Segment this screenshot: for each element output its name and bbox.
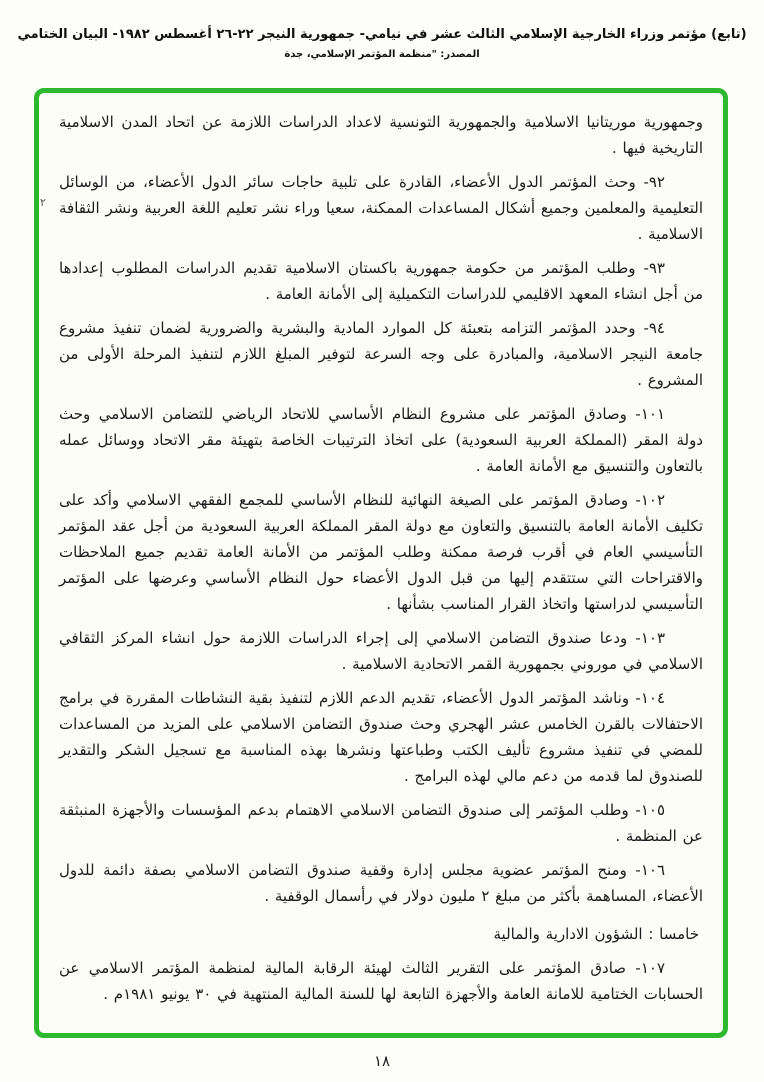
paragraph-107: ١٠٧- صادق المؤتمر على التقرير الثالث لهيئة الرقابة المالية لمنظمة المؤتمر الاسلامي عن الحسابات الختامية للامانة العامة والأجهزة التابعة لها للسنة المالية المنتهية في ٣٠ يونيو ١٩٨١م . — [59, 959, 703, 1003]
paragraph-93: ٩٣- وطلب المؤتمر من حكومة جمهورية باكستان الاسلامية تقديم الدراسات المطلوب إعدادها من أجل انشاء المعهد الاقليمي للدراسات التكميلية إلى الأمانة العامة . — [59, 259, 703, 303]
paragraph-94: ٩٤- وحدد المؤتمر التزامه بتعبئة كل الموارد المادية والبشرية والضرورية لضمان تنفيذ مشروع جامعة النيجر الاسلامية، والمبادرة على وجه السرعة لتوفير المبلغ اللازم لتنفيذ المرحلة الأولى من المشروع . — [59, 319, 703, 389]
document-frame — [34, 88, 728, 1038]
paragraph-106: ١٠٦- ومنح المؤتمر عضوية مجلس إدارة وقفية صندوق التضامن الاسلامي بصفة دائمة للدول الأعضاء، المساهمة بأكثر من مبلغ ٢ مليون دولار في رأسمال الوقفية . — [59, 861, 703, 905]
document-title: (تابع) مؤتمر وزراء الخارجية الإسلامي الثالث عشر في نيامي- جمهورية النيجر ٢٢-٢٦ أغسطس ١٩٨٢- البيان الختامي — [17, 27, 747, 42]
paragraph-103: ١٠٣- ودعا صندوق التضامن الاسلامي إلى إجراء الدراسات اللازمة حول انشاء المركز الثقافي الاسلامي في موروني بجمهورية القمر الاتحادية الاسلامية . — [59, 629, 703, 673]
source-line: المصدر: "منظمة المؤتمر الإسلامي، جدة — [284, 49, 480, 60]
margin-annotation: ٢ — [40, 196, 46, 209]
page-number: ١٨ — [373, 1052, 391, 1070]
paragraph-92: ٩٢- وحث المؤتمر الدول الأعضاء، القادرة على تلبية حاجات سائر الدول الأعضاء، من الوسائل التعليمية والمعلمين وجميع أشكال المساعدات الممكنة، سعيا وراء نشر تعليم اللغة العربية ونشر الثقافة الاسلامية . — [59, 173, 703, 243]
paragraph-continuation: وجمهورية موريتانيا الاسلامية والجمهورية التونسية لاعداد الدراسات اللازمة عن اتحاد المدن الاسلامية التاريخية فيها . — [59, 113, 703, 157]
section-heading: خامسا : الشؤون الادارية والمالية — [493, 925, 699, 943]
paragraph-101: ١٠١- وصادق المؤتمر على مشروع النظام الأساسي للاتحاد الرياضي للتضامن الاسلامي وحث دولة المقر (المملكة العربية السعودية) على اتخاذ الترتيبات الخاصة بتهيئة مقر الاتحاد ووسائل عمله بالتعاون والتنسيق مع الأمانة العامة . — [59, 405, 703, 475]
paragraph-104: ١٠٤- وناشد المؤتمر الدول الأعضاء، تقديم الدعم اللازم لتنفيذ بقية النشاطات المقررة في برامج الاحتفالات بالقرن الخامس عشر الهجري وحث صندوق التضامن الاسلامي على المزيد من المساعدات للمضي في تنفيذ مشروع تأليف الكتب وطباعتها ونشرها بهذه المناسبة مع تسجيل الشكر والتقدير للصندوق لما قدمه من دعم مالي لهذه البرامج . — [59, 689, 703, 785]
paragraph-102: ١٠٢- وصادق المؤتمر على الصيغة النهائية للنظام الأساسي للمجمع الفقهي الاسلامي وأكد على تكليف الأمانة العامة بالتنسيق والتعاون مع دولة المقر المملكة العربية السعودية من أجل عقد المؤتمر التأسيسي العام في أقرب فرصة ممكنة وطلب المؤتمر من الأمانة العامة تقديم جميع الملاحظات والاقتراحات التي ستتقدم إليها من قبل الدول الأعضاء حول النظام الأساسي وعرضها على المؤتمر التأسيسي لدراستها واتخاذ القرار المناسب بشأنها . — [59, 491, 703, 613]
paragraph-105: ١٠٥- وطلب المؤتمر إلى صندوق التضامن الاسلامي الاهتمام بدعم المؤسسات والأجهزة المنبثقة عن المنظمة . — [59, 801, 703, 845]
